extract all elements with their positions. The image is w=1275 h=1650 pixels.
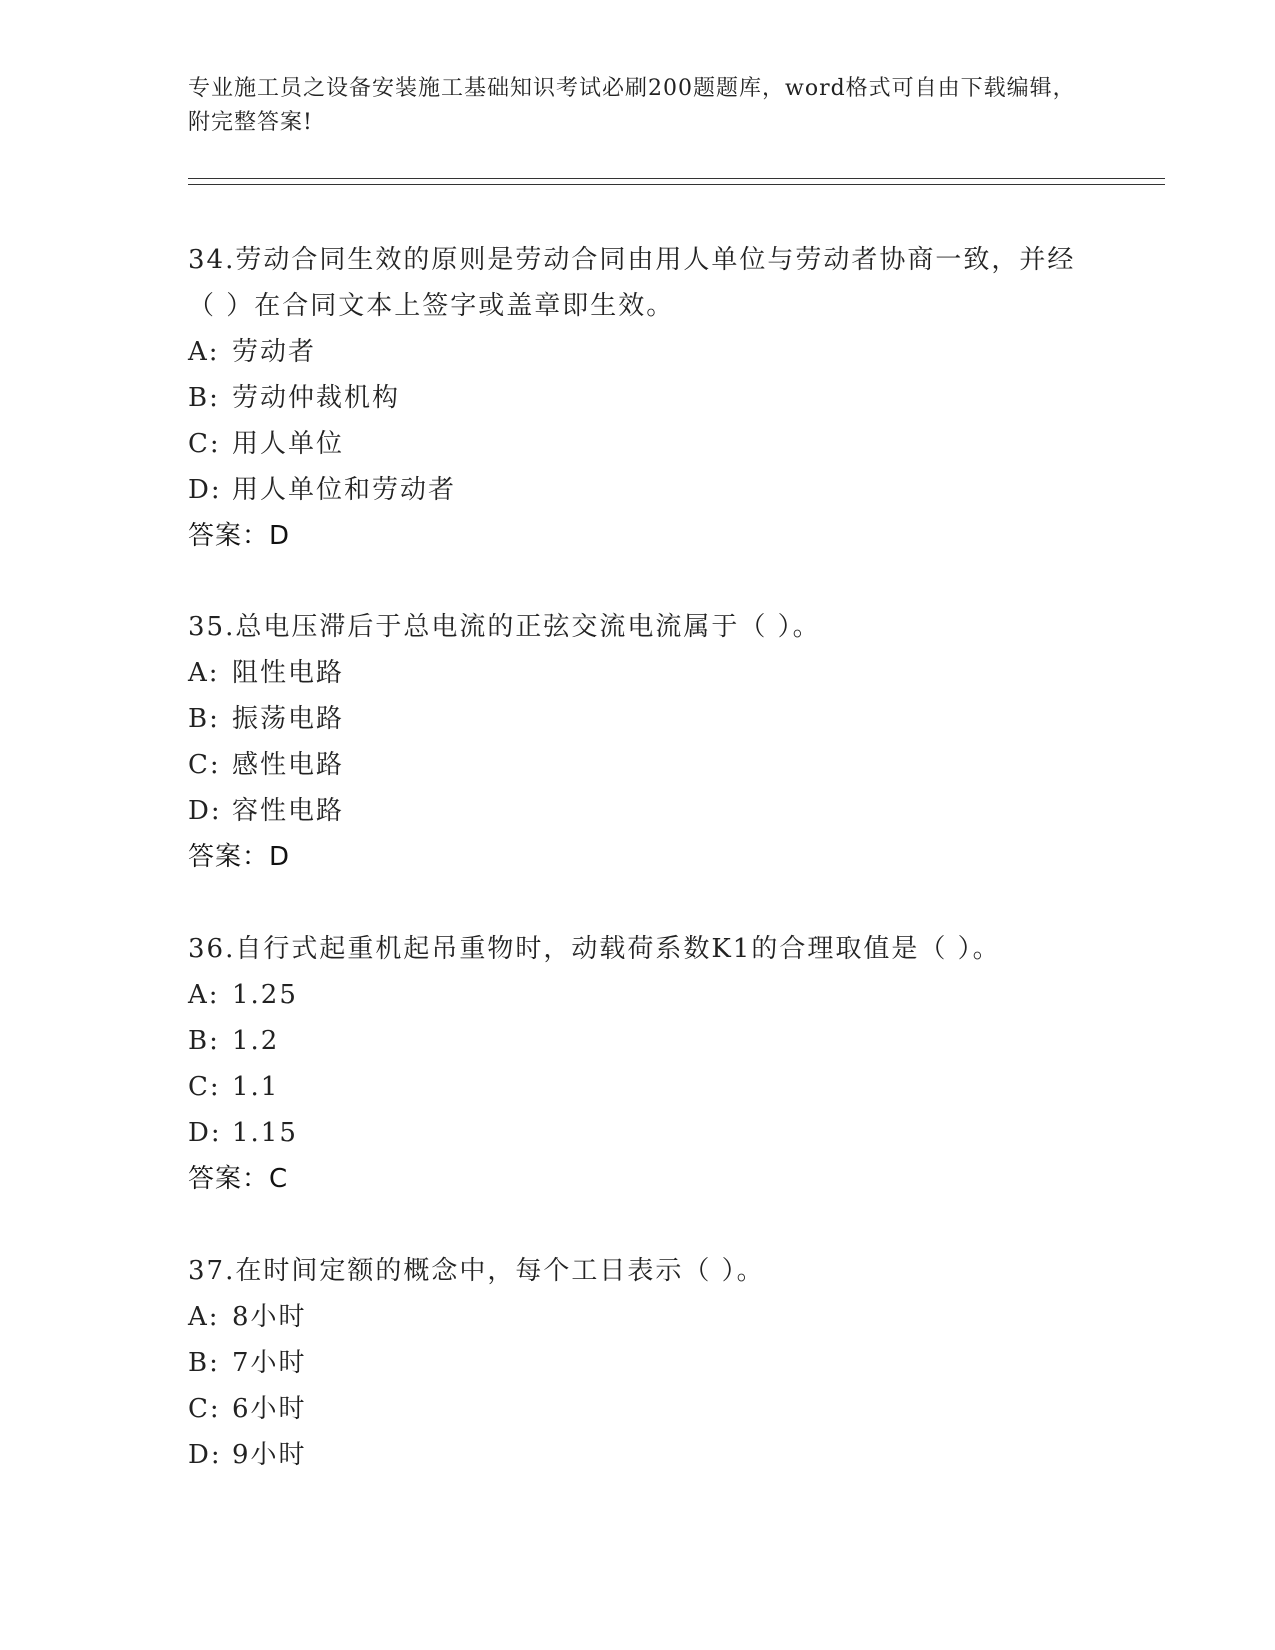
question-37: [188, 1248, 1088, 1478]
question-stem: 34.劳动合同生效的原则是劳动合同由用人单位与劳动者协商一致，并经（ ）在合同文本上签字或盖章即生效。: [188, 245, 1076, 321]
option-text: 容性电路: [232, 796, 345, 826]
option-letter: B:: [188, 1348, 220, 1378]
option-text: 7小时: [232, 1348, 307, 1378]
option-letter: B:: [188, 704, 220, 734]
option-c: [188, 421, 1088, 467]
option-letter: C:: [188, 429, 221, 459]
option-text: 8小时: [232, 1302, 307, 1332]
header-divider-top: [188, 178, 1165, 179]
option-letter: D:: [188, 475, 222, 505]
option-d: [188, 467, 1088, 513]
option-text: 1.15: [232, 1118, 298, 1148]
option-a: [188, 972, 1088, 1018]
question-stem: 36.自行式起重机起吊重物时，动载荷系数K1的合理取值是（ ）。: [188, 934, 1001, 964]
option-d: [188, 788, 1088, 834]
option-text: 用人单位和劳动者: [232, 475, 457, 505]
option-letter: A:: [188, 1302, 220, 1332]
option-letter: C:: [188, 1394, 221, 1424]
answer-line: 答案：C: [188, 1164, 289, 1194]
option-b: [188, 696, 1088, 742]
option-letter: B:: [188, 383, 220, 413]
option-letter: C:: [188, 750, 221, 780]
option-d: [188, 1110, 1088, 1156]
option-text: 1.2: [232, 1026, 280, 1056]
option-text: 劳动者: [232, 337, 317, 367]
question-stem: 37.在时间定额的概念中，每个工日表示（ ）。: [188, 1256, 765, 1286]
option-a: [188, 650, 1088, 696]
option-a: [188, 1294, 1088, 1340]
option-b: [188, 1340, 1088, 1386]
option-c: [188, 1386, 1088, 1432]
option-a: [188, 329, 1088, 375]
option-letter: A:: [188, 337, 220, 367]
option-text: 振荡电路: [232, 704, 345, 734]
option-letter: D:: [188, 1440, 222, 1470]
header-divider-bottom: [188, 184, 1165, 185]
answer-line: 答案：D: [188, 521, 291, 551]
option-b: [188, 375, 1088, 421]
option-text: 1.25: [232, 980, 298, 1010]
question-35: [188, 604, 1088, 880]
option-letter: A:: [188, 658, 220, 688]
document-header: 专业施工员之设备安装施工基础知识考试必刷200题题库，word格式可自由下载编辑，附完整答案!: [188, 76, 1076, 135]
question-36: [188, 926, 1088, 1202]
option-d: [188, 1432, 1088, 1478]
option-letter: D:: [188, 796, 222, 826]
option-text: 劳动仲裁机构: [232, 383, 401, 413]
option-letter: B:: [188, 1026, 220, 1056]
option-letter: D:: [188, 1118, 222, 1148]
option-text: 阻性电路: [232, 658, 345, 688]
option-letter: A:: [188, 980, 220, 1010]
option-text: 用人单位: [232, 429, 345, 459]
option-b: [188, 1018, 1088, 1064]
answer-line: 答案：D: [188, 842, 291, 872]
question-stem: 35.总电压滞后于总电流的正弦交流电流属于（ ）。: [188, 612, 821, 642]
option-c: [188, 1064, 1088, 1110]
option-c: [188, 742, 1088, 788]
option-text: 1.1: [232, 1072, 280, 1102]
option-text: 感性电路: [232, 750, 345, 780]
question-34: [188, 237, 1088, 559]
option-text: 9小时: [232, 1440, 307, 1470]
option-letter: C:: [188, 1072, 221, 1102]
option-text: 6小时: [232, 1394, 307, 1424]
